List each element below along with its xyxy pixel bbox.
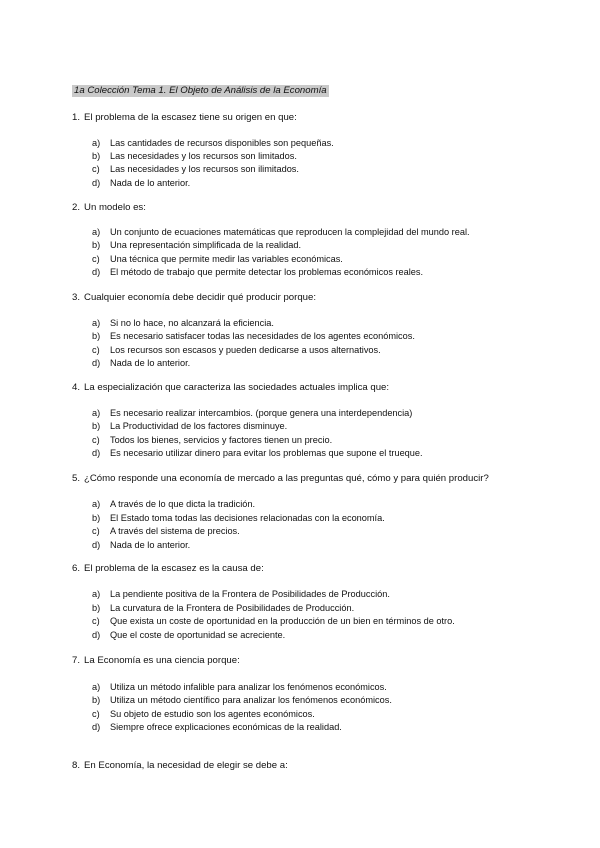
question-1 <box>72 112 297 124</box>
option-text: Su objeto de estudio son los agentes económicos. <box>110 709 315 719</box>
option-text: Utiliza un método científico para analizar los fenómenos económicos. <box>110 695 392 705</box>
option-text: Siempre ofrece explicaciones económicas de la realidad. <box>110 722 342 732</box>
option-letter: d) <box>92 178 101 188</box>
option-text: La Productividad de los factores disminuye. <box>110 421 288 431</box>
question-text: En Economía, la necesidad de elegir se debe a: <box>84 760 288 771</box>
option-text: Nada de lo anterior. <box>110 540 191 550</box>
question-number: 6. <box>72 563 81 574</box>
question-text: La especialización que caracteriza las sociedades actuales implica que: <box>84 382 390 393</box>
option-text: Nada de lo anterior. <box>110 178 191 188</box>
option-letter: d) <box>92 722 101 732</box>
option-text: Es necesario utilizar dinero para evitar los problemas que supone el trueque. <box>110 448 423 458</box>
option-text: Que exista un coste de oportunidad en la producción de un bien en términos de otro. <box>110 616 455 626</box>
option-text: Nada de lo anterior. <box>110 358 191 368</box>
option-text: Utiliza un método infalible para analizar los fenómenos económicos. <box>110 682 387 692</box>
option-letter: a) <box>92 499 101 509</box>
option-letter: c) <box>92 345 100 355</box>
question-text: ¿Cómo responde una economía de mercado a las preguntas qué, cómo y para quién producir? <box>84 473 489 484</box>
option-text: Todos los bienes, servicios y factores tienen un precio. <box>110 435 333 445</box>
option-text: A través del sistema de precios. <box>110 526 240 536</box>
option-letter: d) <box>92 448 101 458</box>
question-3 <box>72 292 316 304</box>
question-6 <box>72 563 264 575</box>
option-letter: b) <box>92 421 101 431</box>
option-letter: b) <box>92 151 101 161</box>
question-number: 1. <box>72 112 81 123</box>
option-text: Es necesario satisfacer todas las necesidades de los agentes económicos. <box>110 331 415 341</box>
option-text: Si no lo hace, no alcanzará la eficiencia. <box>110 318 274 328</box>
option-letter: d) <box>92 540 101 550</box>
option-letter: c) <box>92 254 100 264</box>
option-text: Una técnica que permite medir las variables económicas. <box>110 254 343 264</box>
option-letter: a) <box>92 138 101 148</box>
question-7 <box>72 655 240 667</box>
option-letter: d) <box>92 267 101 277</box>
option-letter: d) <box>92 358 101 368</box>
option-text: La pendiente positiva de la Frontera de Posibilidades de Producción. <box>110 589 390 599</box>
question-text: Cualquier economía debe decidir qué producir porque: <box>84 292 317 303</box>
option-letter: a) <box>92 682 101 692</box>
question-number: 3. <box>72 292 81 303</box>
question-number: 5. <box>72 473 81 484</box>
option-text: Una representación simplificada de la realidad. <box>110 240 302 250</box>
question-number: 7. <box>72 655 81 666</box>
option-letter: b) <box>92 695 101 705</box>
option-text: Las cantidades de recursos disponibles son pequeñas. <box>110 138 334 148</box>
option-letter: b) <box>92 240 101 250</box>
question-8 <box>72 760 288 772</box>
option-letter: a) <box>92 227 101 237</box>
question-4 <box>72 382 389 394</box>
option-text: Que el coste de oportunidad se acreciente. <box>110 630 286 640</box>
question-text: La Economía es una ciencia porque: <box>84 655 240 666</box>
option-text: Los recursos son escasos y pueden dedicarse a usos alternativos. <box>110 345 381 355</box>
question-number: 8. <box>72 760 81 771</box>
document-title: 1a Colección Tema 1. El Objeto de Análisis de la Economía <box>74 85 327 96</box>
option-letter: a) <box>92 318 101 328</box>
question-2 <box>72 202 146 214</box>
option-letter: c) <box>92 709 100 719</box>
option-text: Las necesidades y los recursos son ilimitados. <box>110 164 299 174</box>
option-letter: c) <box>92 435 100 445</box>
question-number: 4. <box>72 382 81 393</box>
option-letter: b) <box>92 331 101 341</box>
option-letter: c) <box>92 526 100 536</box>
option-letter: c) <box>92 164 100 174</box>
question-text: El problema de la escasez es la causa de: <box>84 563 264 574</box>
option-text: La curvatura de la Frontera de Posibilidades de Producción. <box>110 603 355 613</box>
option-text: El método de trabajo que permite detectar los problemas económicos reales. <box>110 267 424 277</box>
option-text: A través de lo que dicta la tradición. <box>110 499 256 509</box>
option-text: Un conjunto de ecuaciones matemáticas que reproducen la complejidad del mundo real. <box>110 227 470 237</box>
question-5 <box>72 473 489 485</box>
option-text: Es necesario realizar intercambios. (porque genera una interdependencia) <box>110 408 413 418</box>
option-text: El Estado toma todas las decisiones relacionadas con la economía. <box>110 513 385 523</box>
question-number: 2. <box>72 202 81 213</box>
question-text: El problema de la escasez tiene su origen en que: <box>84 112 297 123</box>
option-letter: b) <box>92 603 101 613</box>
option-letter: b) <box>92 513 101 523</box>
option-letter: d) <box>92 630 101 640</box>
option-text: Las necesidades y los recursos son limitados. <box>110 151 297 161</box>
option-letter: a) <box>92 589 101 599</box>
option-letter: a) <box>92 408 101 418</box>
option-letter: c) <box>92 616 100 626</box>
question-text: Un modelo es: <box>84 202 146 213</box>
